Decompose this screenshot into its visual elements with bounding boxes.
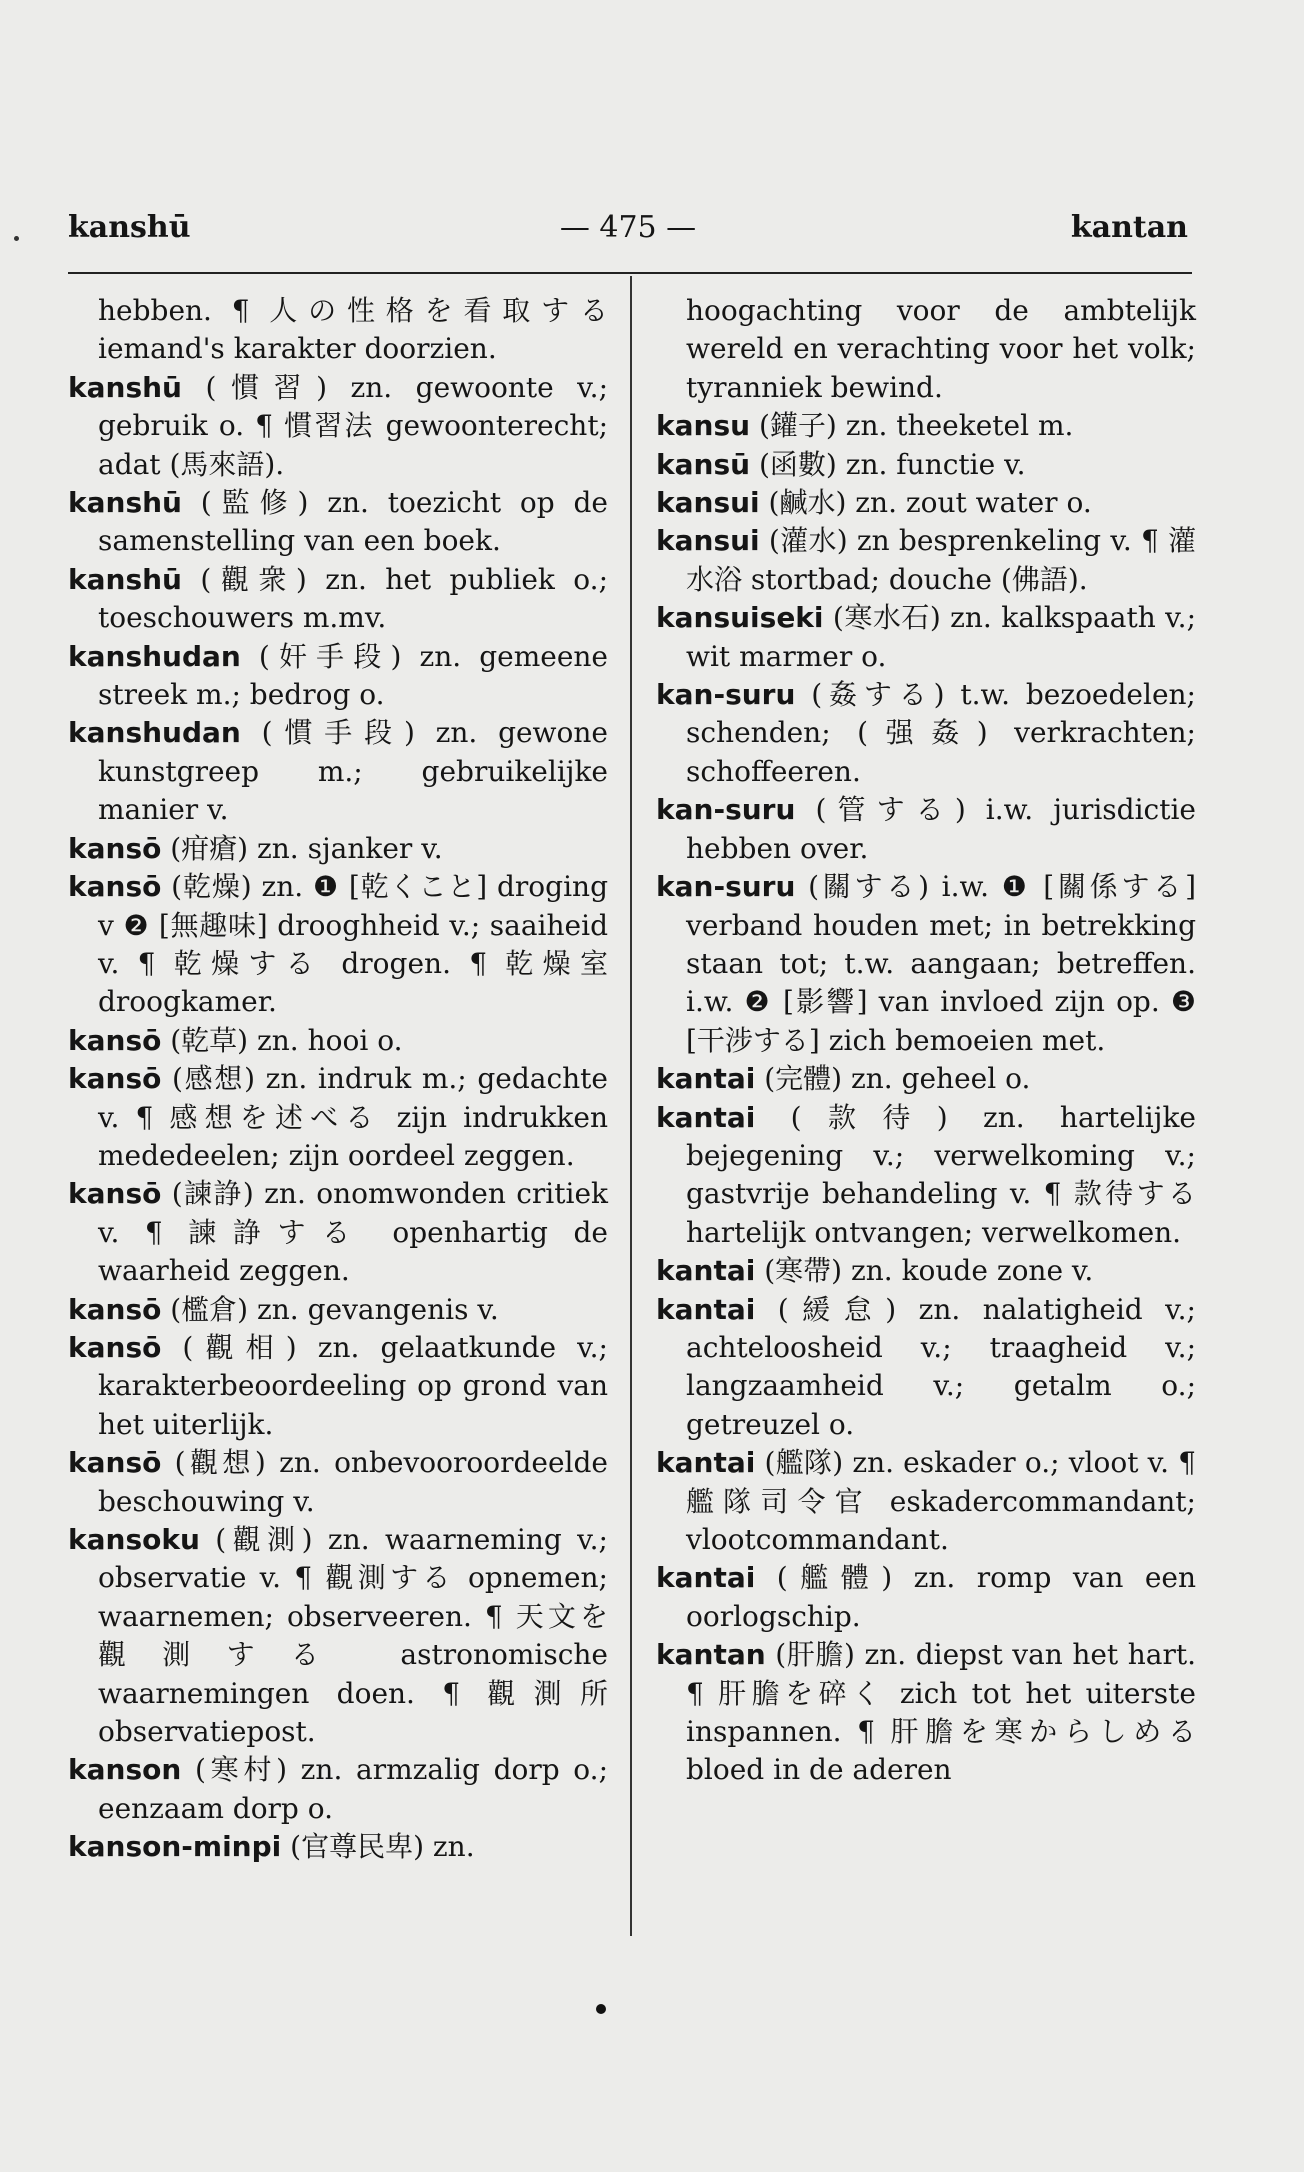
dictionary-entry [68,1751,608,1828]
headword: kan-suru [656,678,796,712]
dictionary-entry [68,638,608,715]
right-column [656,292,1196,1790]
entry-definition: (觀測) zn. waarneming v.; observatie v. ¶ 觀測する opnemen; waarnemen; observeeren. ¶ 天文を觀測する astronomische waarnemingen doen. ¶ 觀測所 observatiepost. [98,1523,608,1749]
dictionary-entry [656,1444,1196,1559]
headword: kantan [656,1638,766,1672]
entry-definition: (管する) i.w. jurisdictie hebben over. [686,793,1196,865]
headword: kanshudan [68,716,241,750]
headword: kantai [656,1561,756,1595]
dictionary-entry [68,292,608,369]
dictionary-entry [68,1828,608,1866]
page-number: — 475 — [559,210,697,245]
edge-speck [14,236,19,241]
entry-definition: (鹹水) zn. zout water o. [759,486,1092,520]
entry-definition: (乾燥) zn. ❶ [乾くこと] droging v ❷ [無趣味] drooghheid v.; saaiheid v. ¶ 乾燥する drogen. ¶ 乾燥室 droogkamer. [98,870,608,1019]
entry-definition: (款待) zn. hartelijke bejegening v.; verwelkoming v.; gastvrije behandeling v. ¶ 款待する hartelijk ontvangen; verwelkomen. [686,1100,1196,1249]
dictionary-entry [656,446,1196,484]
entry-definition: (鑵子) zn. theeketel m. [750,409,1074,443]
entry-definition: (肝膽) zn. diepst van het hart. ¶ 肝膽を碎く zich tot het uiterste inspannen. ¶ 肝膽を寒からしめる bloed in de aderen [686,1638,1196,1787]
dictionary-entry [68,1060,608,1175]
dictionary-entry [656,407,1196,445]
entry-definition: hoogachting voor de ambtelijk wereld en verachting voor het volk; tyranniek bewind. [686,294,1196,404]
dictionary-entry [68,561,608,638]
guide-word-left: kanshū [68,210,191,245]
entry-definition: (乾草) zn. hooi o. [161,1023,403,1057]
dictionary-entry [656,1291,1196,1445]
entry-definition: (檻倉) zn. gevangenis v. [161,1292,499,1326]
dictionary-entry [656,868,1196,1060]
entry-definition: (艦體) zn. romp van een oorlogschip. [686,1561,1196,1633]
footer-dot [596,2004,606,2014]
dictionary-entry [68,1175,608,1290]
entry-definition: (慣手段) zn. gewone kunstgreep m.; gebruikelijke manier v. [98,716,608,827]
headword: kansū [656,447,751,481]
entry-definition: (官尊民卑) zn. [281,1830,475,1864]
dictionary-entry [68,1022,608,1060]
entry-definition: (緩怠) zn. nalatigheid v.; achteloosheid v.; traagheid v.; langzaamheid v.; getalm o.; getreuzel o. [686,1292,1196,1441]
entry-definition: (觀相) zn. gelaatkunde v.; karakterbeoordeeling op grond van het uiterlijk. [98,1330,608,1441]
headword: kansu [656,409,751,443]
headword: kansō [68,1446,162,1480]
entry-definition: (寒水石) zn. kalkspaath v.; wit marmer o. [686,601,1196,673]
headword: kansoku [68,1523,200,1556]
dictionary-entry [656,1060,1196,1098]
headword: kanson-minpi [68,1830,282,1864]
column-divider [630,276,632,1936]
headword: kanshū [68,562,182,596]
headword: kan-suru [656,870,796,904]
headword: kansui [656,486,760,520]
headword: kan-suru [656,793,796,827]
headword: kansō [68,1330,162,1364]
entry-definition: (函數) zn. functie v. [750,447,1026,481]
dictionary-entry [656,791,1196,868]
entry-definition: (監修) zn. toezicht op de samenstelling van een boek. [98,486,608,558]
guide-word-right: kantan [1070,210,1188,245]
dictionary-entry [68,1521,608,1751]
entry-definition: hebben. ¶ 人の性格を看取する iemand's karakter doorzien. [98,294,608,366]
headword: kanshū [68,486,182,520]
dictionary-entry [656,292,1196,407]
left-column [68,292,608,1867]
entry-definition: (感想) zn. indruk m.; gedachte v. ¶ 感想を述べる zijn indrukken mededeelen; zijn oordeel zeggen. [98,1062,608,1172]
dictionary-entry [656,1559,1196,1636]
headword: kantai [656,1254,756,1288]
headword: kantai [656,1100,756,1134]
header-rule [68,272,1192,274]
entry-definition: (奸手段) zn. gemeene streek m.; bedrog o. [98,639,608,712]
headword: kansō [68,870,162,904]
entry-definition: (觀想) zn. onbevooroordeelde beschouwing v. [98,1446,608,1518]
headword: kansui [656,524,760,558]
headword: kansō [68,831,162,865]
headword: kansuiseki [656,601,824,635]
headword: kantai [656,1062,756,1096]
dictionary-entry [68,369,608,484]
headword: kansō [68,1062,162,1096]
dictionary-entry [656,676,1196,791]
dictionary-entry [656,1099,1196,1253]
entry-definition: (寒村) zn. armzalig dorp o.; eenzaam dorp o. [98,1753,608,1825]
dictionary-entry [68,1291,608,1329]
headword: kansō [68,1177,162,1211]
dictionary-entry [656,1636,1196,1790]
entry-definition: (觀衆) zn. het publiek o.; toeschouwers m.mv. [98,562,608,635]
dictionary-entry [656,484,1196,522]
entry-definition: (艦隊) zn. eskader o.; vloot v. ¶ 艦隊司令官 eskadercommandant; vlootcommandant. [686,1446,1196,1556]
headword: kantai [656,1446,756,1480]
entry-definition: (灌水) zn besprenkeling v. ¶ 灌水浴 stortbad; douche (佛語). [686,524,1196,596]
entry-definition: (關する) i.w. ❶ [關係する] verband houden met; in betrekking staan tot; t.w. aangaan; betreffen. i.w. ❷ [影響] van invloed zijn op. ❸ [干涉する] zich bemoeien met. [686,870,1196,1057]
entry-definition: (諫諍) zn. onomwonden critiek v. ¶ 諫諍する openhartig de waarheid zeggen. [98,1177,608,1288]
dictionary-entry [68,830,608,868]
dictionary-entry [68,1444,608,1521]
entry-definition: (寒帶) zn. koude zone v. [755,1254,1094,1288]
entry-definition: (完體) zn. geheel o. [755,1062,1031,1096]
dictionary-entry [68,714,608,829]
headword: kanson [68,1753,182,1787]
entry-definition: (疳瘡) zn. sjanker v. [161,831,443,865]
entry-definition: (慣習) zn. gewoonte v.; gebruik o. ¶ 慣習法 gewoonterecht; adat (馬來語). [98,370,608,481]
headword: kanshū [68,370,182,404]
headword: kantai [656,1292,756,1326]
running-head [68,210,1188,258]
headword: kansō [68,1023,162,1057]
dictionary-entry [656,522,1196,599]
entry-definition: (姦する) t.w. bezoedelen; schenden; (强姦) verkrachten; schoffeeren. [686,678,1196,788]
dictionary-entry [656,599,1196,676]
dictionary-entry [68,484,608,561]
dictionary-entry [656,1252,1196,1290]
dictionary-entry [68,868,608,1022]
headword: kanshudan [68,639,241,673]
headword: kansō [68,1292,162,1326]
dictionary-entry [68,1329,608,1444]
